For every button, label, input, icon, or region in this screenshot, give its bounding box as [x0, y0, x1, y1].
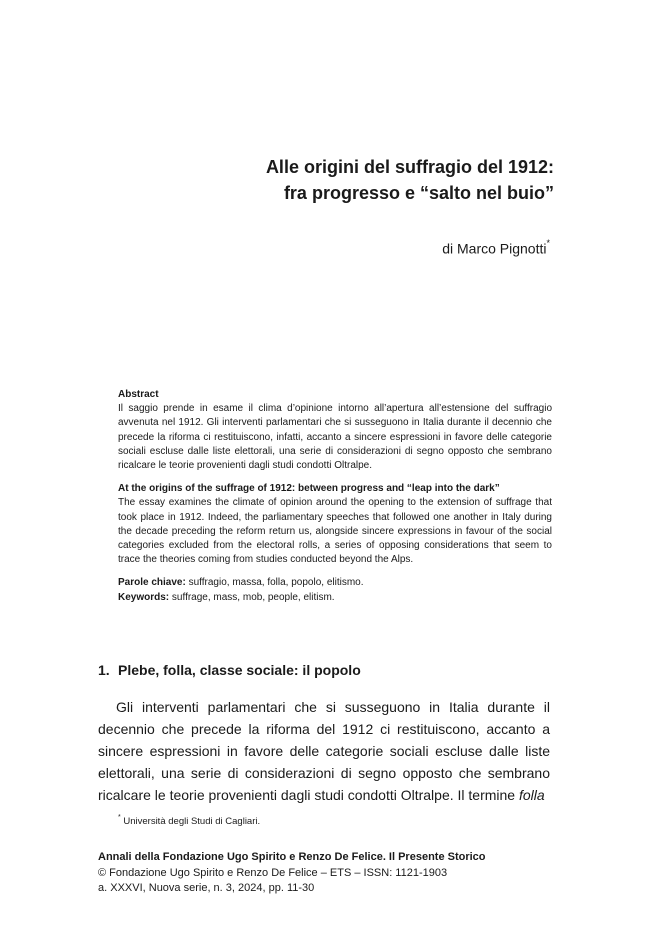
- body-paragraph: [98, 696, 550, 806]
- journal-issue: a. XXXVI, Nuova serie, n. 3, 2024, pp. 11-30: [98, 882, 315, 894]
- abstract-text-en: The essay examines the climate of opinion around the opening to the extension of suffrage that took place in 1912. Indeed, the parliamentary speeches that followed one another in Italy during the decade preceding the reform return us, alongside sincere expressions in favour of the social categories excluded from the electoral rolls, a series of opposing considerations that seem to trace the theories coming from studies conducted beyond the Alps.: [118, 497, 552, 566]
- section-number: 1.: [98, 662, 110, 678]
- footnote-mark: *: [118, 814, 121, 821]
- author-line: [442, 236, 550, 258]
- author-footnote-mark: *: [546, 238, 550, 248]
- title-line-1: Alle origini del suffragio del 1912:: [265, 157, 554, 177]
- abstract-text-it: Il saggio prende in esame il clima d’opinione intorno all’apertura all’estensione del suffragio avvenuta nel 1912. Gli interventi parlamentari che si susseguono in Italia durante il decennio che precede la riforma ci restituiscono, infatti, accanto a sincere espressioni in favore delle categorie sociali escluse dalle liste elettorali, una serie di considerazioni di segno opposto che sembrano ricalcare le teorie provenienti dagli studi condotti Oltralpe.: [118, 403, 552, 472]
- abstract-heading: Abstract: [118, 389, 159, 400]
- section-heading: [98, 660, 361, 680]
- journal-publisher: © Fondazione Ugo Spirito e Renzo De Felice – ETS – ISSN: 1121-1903: [98, 866, 448, 879]
- keywords-it-label: Parole chiave:: [118, 577, 186, 589]
- body-italic-term: folla: [519, 787, 545, 803]
- journal-info: [98, 850, 486, 897]
- keywords-en-label: Keywords:: [118, 591, 170, 603]
- keywords-en: [118, 591, 552, 605]
- abstract-heading-en: At the origins of the suffrage of 1912: between progress and “leap into the dark”: [118, 483, 500, 495]
- section-title: Plebe, folla, classe sociale: il popolo: [118, 662, 361, 678]
- abstract-spacer: [118, 473, 552, 482]
- body-text: Gli interventi parlamentari che si susseguono in Italia durante il decennio che precede la riforma del 1912 ci restituiscono, accanto a sincere espressioni in favore delle categorie sociali escluse dalle liste elettorali, una serie di considerazioni di segno opposto che sembrano ricalcare le teorie provenienti dagli studi condotti Oltralpe. Il termine: [98, 699, 550, 803]
- keywords-en-values: suffrage, mass, mob, people, elitism.: [171, 591, 335, 603]
- keywords-it: [118, 576, 552, 590]
- title-line-2: fra progresso e “salto nel buio”: [283, 183, 554, 203]
- author-name: di Marco Pignotti: [442, 240, 547, 257]
- footnote-text: Università degli Studi di Cagliari.: [123, 816, 261, 828]
- article-title: [94, 154, 554, 206]
- keywords-spacer: [118, 567, 552, 576]
- keywords-it-values: suffragio, massa, folla, popolo, elitismo.: [188, 577, 364, 589]
- footnote: [118, 812, 260, 828]
- abstract-block: [118, 388, 552, 605]
- journal-title: Annali della Fondazione Ugo Spirito e Renzo De Felice. Il Presente Storico: [98, 851, 486, 863]
